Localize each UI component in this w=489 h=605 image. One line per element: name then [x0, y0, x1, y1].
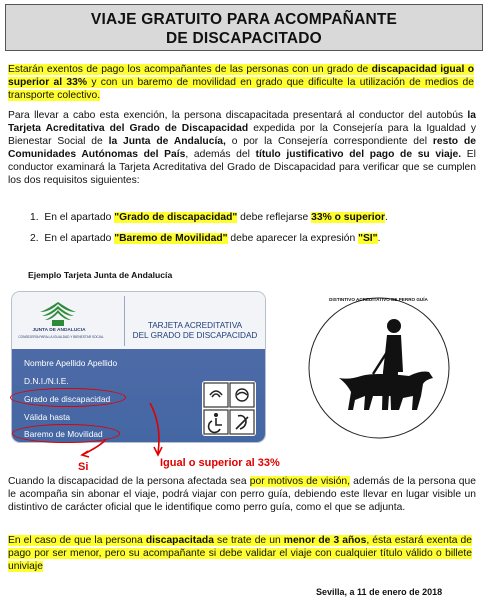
p4-d: menor de 3 años [283, 535, 367, 546]
card-field-grado: Grado de discapacidad [24, 394, 111, 404]
card-title-1: TARJETA ACREDITATIVA [147, 321, 243, 330]
card-title-2: DEL GRADO DE DISCAPACIDAD [132, 331, 258, 340]
intro-text-1: Estarán exentos de pago los acompañantes de las personas con un grado de [8, 64, 369, 75]
footer-date-text: a 11 de enero de 2018 [349, 587, 443, 597]
p4-a: En el caso de que la persona [8, 535, 143, 546]
req-2-pre: En el apartado [44, 233, 112, 244]
card-field-valida: Válida hasta [24, 412, 71, 422]
annotation-igual: Igual o superior al 33% [160, 457, 280, 469]
requirement-item-2 [30, 232, 470, 245]
footer-date [316, 587, 442, 597]
p2-b: la Tarjeta Acreditativa del Grado de Discapacidad [8, 110, 476, 134]
guide-dog-label: DISTINTIVO ACREDITATIVO DE PERRO GUÍA [329, 297, 428, 302]
p4-c: se trate de un [217, 535, 281, 546]
title-box [5, 4, 483, 51]
card-field-name: Nombre Apellido Apellido [24, 358, 118, 368]
requirement-item-1 [30, 211, 470, 224]
guide-dog-icon [299, 292, 458, 442]
p2-c: expedida por la Consejería para la Igualdad y Bienestar Social de [8, 123, 476, 147]
intro-bold: discapacidad igual o superior al 33% [8, 64, 474, 88]
card-field-baremo: Baremo de Movilidad [24, 429, 103, 439]
req-2-end: . [377, 233, 381, 244]
p2-f: resto de Comunidades Autónomas del País [8, 136, 476, 160]
p2-g: , además del [185, 149, 250, 160]
title-line-2: DE DISCAPACITADO [166, 30, 322, 47]
footer-place: Sevilla, [316, 587, 348, 597]
card-title [130, 321, 260, 341]
req-2-num: 2. [30, 233, 39, 244]
p2-d: la Junta de Andalucía, [108, 136, 226, 147]
requirements-list [30, 211, 470, 245]
p3-b: por motivos de visión, [249, 476, 351, 487]
card-org-2: CONSEJERÍA PARA LA IGUALDAD Y BIENESTAR SOCIAL [18, 335, 104, 339]
req-1-value: 33% o superior [311, 212, 385, 223]
vision-paragraph [8, 475, 476, 514]
req-1-end: . [384, 212, 388, 223]
guide-dog-badge [299, 292, 458, 442]
req-2-mid: debe aparecer la expresión [230, 233, 356, 244]
p3-c: además de la persona que le acompaña sin abonar el viaje, podrá viajar con perro guía, debiendo este llevar en lugar visible un distintivo de carácter oficial que le identifique como perro guía, como el que se adjunta. [8, 476, 476, 513]
req-2-field: "Baremo de Movilidad" [114, 233, 228, 244]
junta-logo-icon [32, 298, 84, 328]
p4-b: discapacitada [145, 535, 214, 546]
accessibility-icons [202, 381, 256, 436]
p2-a: Para llevar a cabo esta exención, la persona discapacitada presentará al conductor del autobús [8, 110, 464, 121]
req-1-pre: En el apartado [44, 212, 112, 223]
p4-e: , ésta estará exenta de pago por ser menor, pero su acompañante si debe validar el viaje con cualquier título válido o billete univiaje [8, 535, 472, 572]
minor-paragraph [8, 534, 472, 573]
p2-e: o por la Consejería correspondiente del [231, 136, 428, 147]
card-org-1: JUNTA DE ANDALUCIA [32, 328, 86, 333]
req-2-value: "SI" [358, 233, 378, 244]
p2-i: El conductor examinará la Tarjeta Acreditativa del Grado de Discapacidad para verificar que se cumplen los dos requisitos siguientes: [8, 149, 476, 186]
annotation-arrows [40, 395, 180, 465]
req-1-mid: debe reflejarse [240, 212, 309, 223]
procedure-paragraph [8, 109, 476, 187]
card-divider [124, 296, 125, 346]
p2-h: título justificativo del pago de su viaje. [255, 149, 462, 160]
intro-text-2: y con un baremo de movilidad en grado que dificulte la utilización de medios de transporte colectivo. [8, 77, 474, 101]
intro-paragraph [8, 63, 474, 102]
title-line-1: VIAJE GRATUITO PARA ACOMPAÑANTE [90, 11, 398, 28]
example-caption: Ejemplo Tarjeta Junta de Andalucía [28, 270, 173, 280]
req-1-num: 1. [30, 212, 39, 223]
p3-a: Cuando la discapacidad de la persona afectada sea [8, 476, 247, 487]
req-1-field: "Grado de discapacidad" [114, 212, 238, 223]
card-field-dni: D.N.I./N.I.E. [24, 376, 69, 386]
annotation-si: Si [78, 461, 89, 473]
card-icon-grid [202, 381, 256, 436]
